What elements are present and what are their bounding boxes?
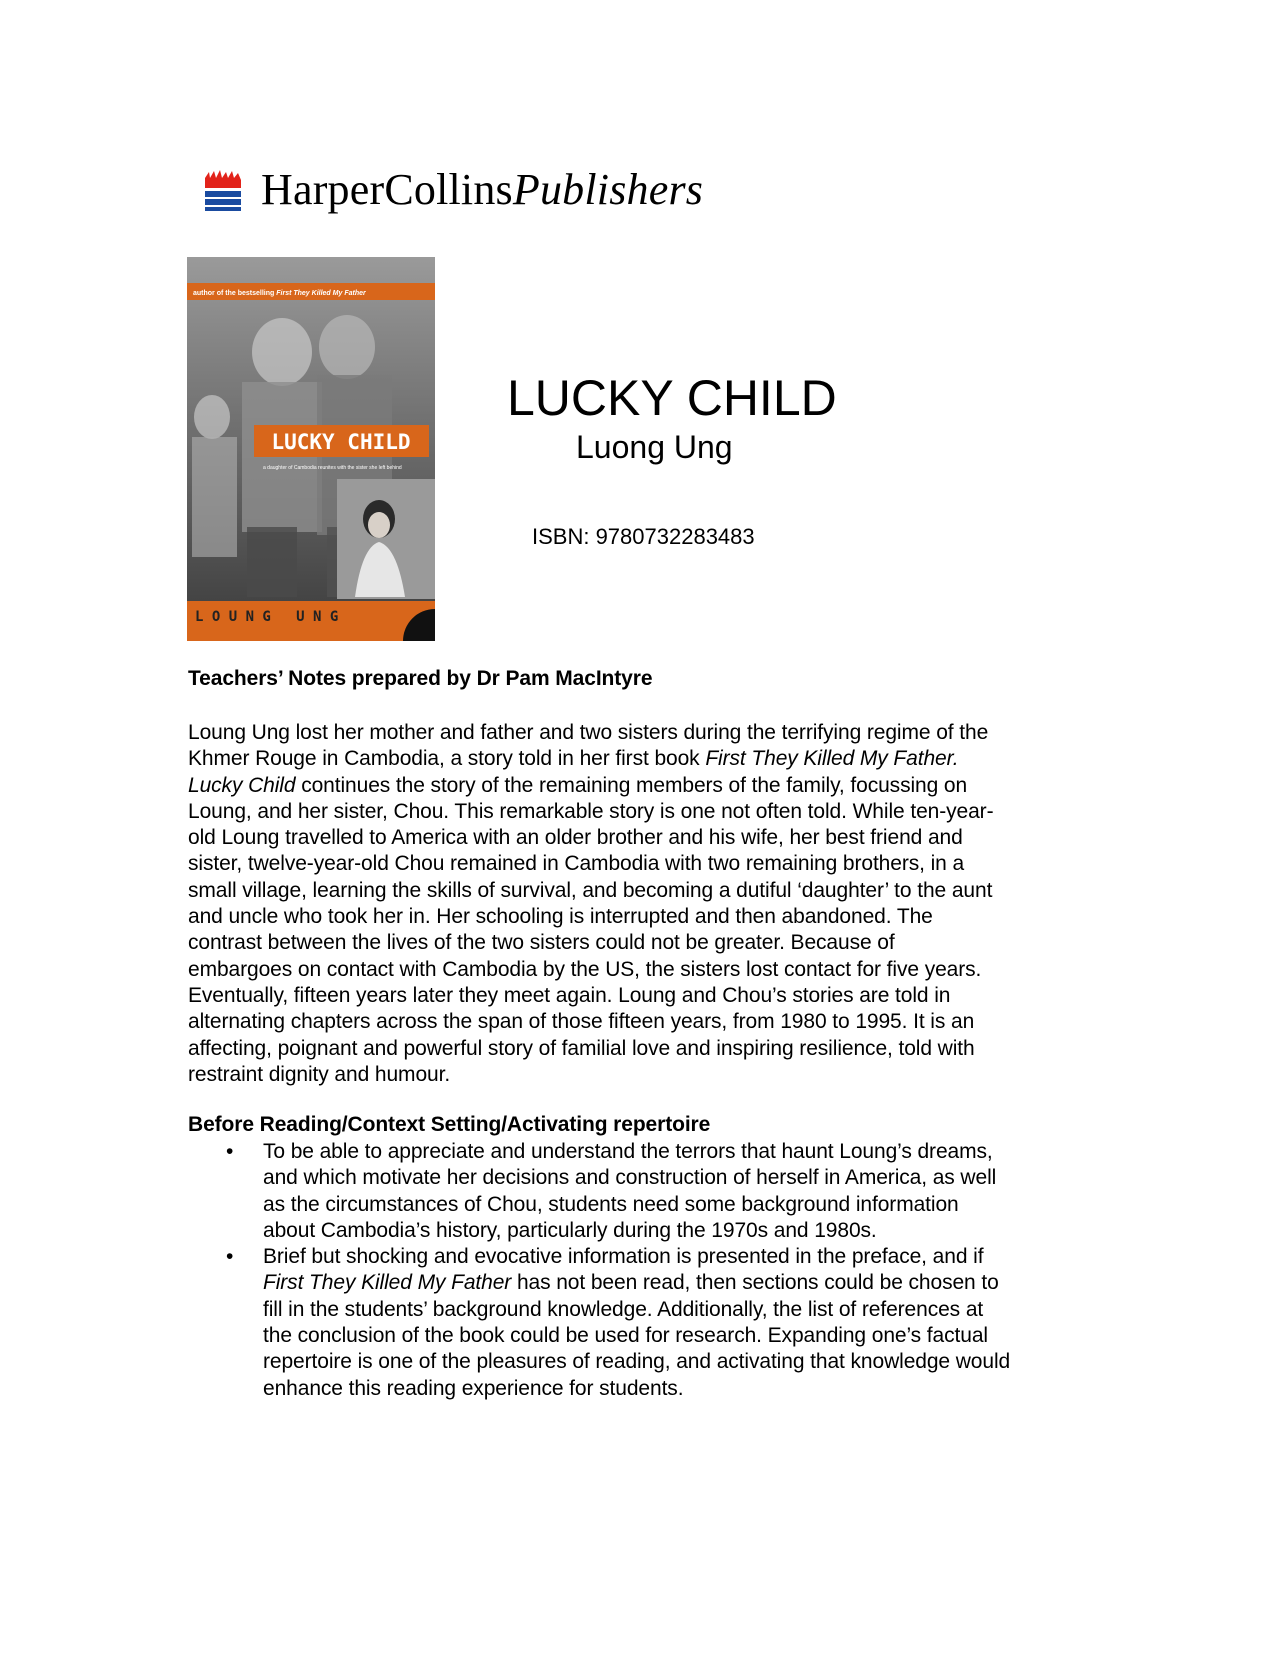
intro-text: Khmer Rouge in Cambodia, a story told in her first book <box>188 747 706 771</box>
book-title: LUCKY CHILD <box>507 370 837 426</box>
wordmark-italic: Publishers <box>512 165 704 214</box>
intro-paragraph <box>188 720 1108 1088</box>
wordmark-main: HarperCollins <box>261 165 513 214</box>
cover-author: L O U N G U N G <box>195 609 339 625</box>
list-line: and which motivate her decisions and construction of herself in America, as well <box>263 1166 997 1190</box>
book-reference: First They Killed My Father. <box>705 747 959 771</box>
list-line: repertoire is one of the pleasures of reading, and activating that knowledge would <box>263 1350 1011 1374</box>
book-reference: Lucky Child <box>188 773 296 797</box>
intro-line <box>188 746 1108 772</box>
intro-line: alternating chapters across the span of those fifteen years, from 1980 to 1995. It is an <box>188 1010 975 1034</box>
list-line: fill in the students’ background knowledge. Additionally, the list of references at <box>263 1297 984 1321</box>
intro-line <box>188 773 1108 799</box>
bullet-icon: • <box>226 1140 234 1163</box>
book-cover-image <box>187 257 435 641</box>
bullet-icon: • <box>226 1245 234 1269</box>
list-line: To be able to appreciate and understand the terrors that haunt Loung’s dreams, <box>263 1140 993 1163</box>
intro-line: affecting, poignant and powerful story of familial love and inspiring resilience, told with <box>188 1036 975 1060</box>
notes-heading: Teachers’ Notes prepared by Dr Pam MacIntyre <box>188 667 653 690</box>
intro-line: Eventually, fifteen years later they meet again. Loung and Chou’s stories are told in <box>188 983 951 1007</box>
list-item <box>188 1139 1108 1244</box>
list-line: Brief but shocking and evocative information is presented in the preface, and if <box>263 1245 984 1269</box>
intro-line: Loung, and her sister, Chou. This remarkable story is one not often told. While ten-year- <box>188 799 994 823</box>
book-author: Luong Ung <box>576 429 733 465</box>
intro-line: and uncle who took her in. Her schooling is interrupted and then abandoned. The <box>188 905 933 929</box>
intro-line: old Loung travelled to America with an older brother and his wife, her best friend and <box>188 826 963 850</box>
intro-line: Loung Ung lost her mother and father and two sisters during the terrifying regime of the <box>188 721 989 744</box>
intro-line: small village, learning the skills of survival, and becoming a dutiful ‘daughter’ to the aunt <box>188 878 993 902</box>
intro-text: continues the story of the remaining members of the family, focussing on <box>295 773 968 797</box>
cover-title: LUCKY CHILD <box>271 430 411 454</box>
book-isbn: ISBN: 9780732283483 <box>532 524 755 549</box>
intro-line: embargoes on contact with Cambodia by the US, the sisters lost contact for five years. <box>188 957 982 981</box>
list-line: the conclusion of the book could be used for research. Expanding one’s factual <box>263 1324 988 1348</box>
list-line: as the circumstances of Chou, students need some background information <box>263 1192 959 1216</box>
cover-subtitle: a daughter of Cambodia reunites with the sister she left behind <box>263 465 402 471</box>
list-text: has not been read, then sections could be chosen to <box>511 1271 999 1295</box>
publisher-wordmark <box>261 165 704 214</box>
list-item <box>188 1244 1108 1402</box>
intro-line: contrast between the lives of the two sisters could not be greater. Because of <box>188 931 895 955</box>
intro-line: sister, twelve-year-old Chou remained in Cambodia with two remaining brothers, in a <box>188 852 965 876</box>
before-reading-list <box>188 1139 1108 1402</box>
intro-line: restraint dignity and humour. <box>188 1062 451 1086</box>
list-line <box>263 1270 1108 1296</box>
flame-water-logo-icon <box>203 168 243 212</box>
publisher-logo <box>203 160 703 220</box>
cover-tagline: author of the bestselling First They Killed My Father <box>193 290 366 297</box>
book-reference: First They Killed My Father <box>263 1271 512 1295</box>
list-line: enhance this reading experience for students. <box>263 1376 684 1400</box>
list-line: about Cambodia’s history, particularly during the 1970s and 1980s. <box>263 1218 877 1242</box>
before-reading-heading: Before Reading/Context Setting/Activating repertoire <box>188 1113 711 1136</box>
